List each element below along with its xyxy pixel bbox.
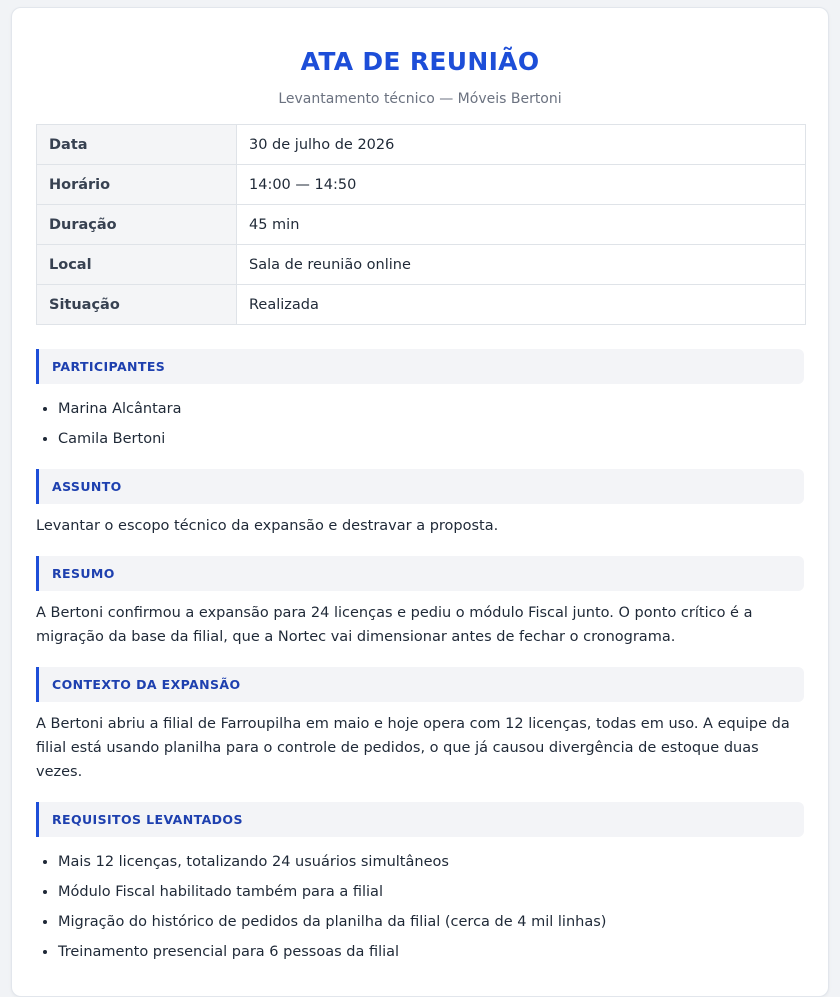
info-value: 30 de julho de 2026 (237, 125, 806, 165)
document-subtitle: Levantamento técnico — Móveis Bertoni (278, 91, 562, 107)
minutes-document (11, 7, 829, 997)
meeting-info-table (36, 124, 806, 325)
info-value: Realizada (237, 285, 806, 325)
table-row (37, 165, 806, 205)
info-label: Horário (37, 165, 237, 205)
list-item: • Camila Bertoni (58, 424, 804, 454)
document-title: ATA DE REUNIÃO (300, 47, 540, 76)
list-item: • Migração do histórico de pedidos da planilha da filial (cerca de 4 mil linhas) (58, 907, 804, 937)
list-item: • Marina Alcântara (58, 394, 804, 424)
context-text: A Bertoni abriu a filial de Farroupilha em maio e hoje opera com 12 licenças, todas em uso. A equipe da filial está usando planilha para o controle de pedidos, o que já causou divergência de estoque duas vezes. (36, 716, 790, 780)
participants-list (36, 394, 804, 454)
table-row (37, 285, 806, 325)
requirements-list (36, 847, 804, 967)
list-item: • Mais 12 licenças, totalizando 24 usuários simultâneos (58, 847, 804, 877)
info-value: 45 min (237, 205, 806, 245)
subject-text: Levantar o escopo técnico da expansão e destravar a proposta. (36, 518, 499, 534)
info-label: Data (37, 125, 237, 165)
info-value: Sala de reunião online (237, 245, 806, 285)
info-label: Local (37, 245, 237, 285)
table-row (37, 205, 806, 245)
list-item: • Módulo Fiscal habilitado também para a filial (58, 877, 804, 907)
list-item: • Treinamento presencial para 6 pessoas da filial (58, 937, 804, 967)
section-heading-contexto: CONTEXTO DA EXPANSÃO (36, 667, 804, 702)
table-row (37, 245, 806, 285)
info-label: Situação (37, 285, 237, 325)
info-value: 14:00 — 14:50 (237, 165, 806, 205)
table-row (37, 125, 806, 165)
section-heading-participantes: PARTICIPANTES (36, 349, 804, 384)
section-heading-assunto: ASSUNTO (36, 469, 804, 504)
summary-text: A Bertoni confirmou a expansão para 24 licenças e pediu o módulo Fiscal junto. O ponto crítico é a migração da base da filial, que a Nortec vai dimensionar antes de fechar o cronograma. (36, 605, 753, 645)
section-heading-requisitos: REQUISITOS LEVANTADOS (36, 802, 804, 837)
section-heading-resumo: RESUMO (36, 556, 804, 591)
info-label: Duração (37, 205, 237, 245)
